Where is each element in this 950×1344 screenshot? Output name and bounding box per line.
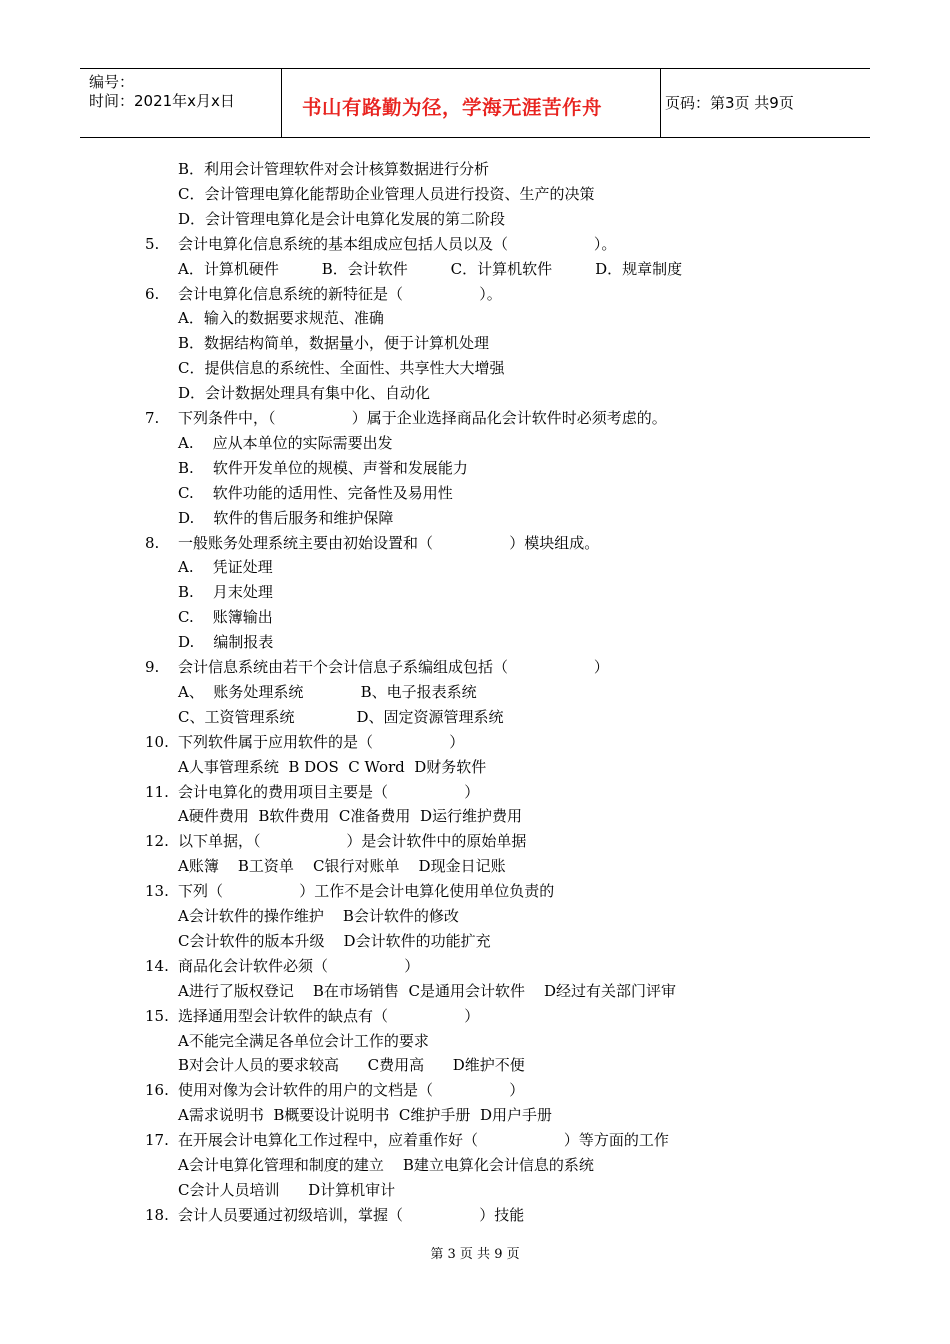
option-line: A人事管理系统 B DOS C Word D财务软件	[178, 758, 487, 776]
question-text: 以下单据，（ ）是会计软件中的原始单据	[178, 832, 527, 850]
option-line: C、工资管理系统 D、固定资源管理系统	[178, 708, 504, 726]
question-text: 会计电算化信息系统的新特征是（ ）。	[178, 285, 502, 303]
header-motto: 书山有路勤为径，学海无涯苦作舟	[302, 96, 603, 119]
question-text: 商品化会计软件必须（ ）	[178, 957, 420, 975]
option-line: D. 编制报表	[178, 633, 274, 651]
option-line: D．会计数据处理具有集中化、自动化	[178, 384, 431, 402]
option-line: A．计算机硬件 B．会计软件 C．计算机软件 D．规章制度	[178, 260, 683, 278]
option-line: A会计软件的操作维护 B会计软件的修改	[178, 907, 459, 925]
option-line: A进行了版权登记 B在市场销售 C是通用会计软件 D经过有关部门评审	[178, 982, 677, 1000]
question-text: 选择通用型会计软件的缺点有（ ）	[178, 1007, 480, 1025]
option-line: D．会计管理电算化是会计电算化发展的第二阶段	[178, 210, 506, 228]
time-label: 时间：2021年x月x日	[89, 92, 235, 110]
option-line: C会计人员培训 D计算机审计	[178, 1181, 396, 1199]
option-line: C. 账簿输出	[178, 608, 273, 626]
question-number: 5.	[145, 235, 160, 253]
question-number: 10.	[145, 733, 169, 751]
option-line: B对会计人员的要求较高 C费用高 D维护不便	[178, 1056, 525, 1074]
option-line: C．提供信息的系统性、全面性、共享性大大增强	[178, 359, 505, 377]
option-line: C. 软件功能的适用性、完备性及易用性	[178, 484, 453, 502]
question-number: 11.	[145, 783, 169, 801]
question-number: 17.	[145, 1131, 169, 1149]
option-line: A不能完全满足各单位会计工作的要求	[178, 1032, 429, 1050]
option-line: C．会计管理电算化能帮助企业管理人员进行投资、生产的决策	[178, 185, 595, 203]
header-center-cell	[282, 69, 661, 137]
question-text: 下列软件属于应用软件的是（ ）	[178, 733, 465, 751]
page-info: 页码：第3页 共9页	[665, 94, 794, 112]
option-line: A账簿 B工资单 C银行对账单 D现金日记账	[178, 857, 506, 875]
question-number: 13.	[145, 882, 169, 900]
question-text: 会计人员要通过初级培训，掌握（ ）技能	[178, 1206, 525, 1224]
question-number: 9.	[145, 658, 160, 676]
option-line: D. 软件的售后服务和维护保障	[178, 509, 394, 527]
option-line: C会计软件的版本升级 D会计软件的功能扩充	[178, 932, 491, 950]
page-footer: 第 3 页 共 9 页	[430, 1247, 520, 1262]
option-line: A硬件费用 B软件费用 C准备费用 D运行维护费用	[178, 807, 522, 825]
question-number: 7.	[145, 409, 160, 427]
header-left-cell	[80, 69, 282, 137]
question-number: 8.	[145, 534, 160, 552]
question-text: 会计信息系统由若干个会计信息子系编组成包括（ ）	[178, 658, 609, 676]
question-text: 下列（ ）工作不是会计电算化使用单位负责的	[178, 882, 555, 900]
question-text: 一般账务处理系统主要由初始设置和（ ）模块组成。	[178, 534, 600, 552]
option-line: A、 账务处理系统 B、电子报表系统	[178, 683, 477, 701]
question-number: 15.	[145, 1007, 169, 1025]
question-text: 会计电算化信息系统的基本组成应包括人员以及（ ）。	[178, 235, 617, 253]
question-number: 18.	[145, 1206, 169, 1224]
option-line: A. 凭证处理	[178, 558, 273, 576]
option-line: A会计电算化管理和制度的建立 B建立电算化会计信息的系统	[178, 1156, 594, 1174]
question-text: 使用对像为会计软件的用户的文档是（ ）	[178, 1081, 525, 1099]
option-line: B．利用会计管理软件对会计核算数据进行分析	[178, 160, 490, 178]
question-number: 12.	[145, 832, 169, 850]
question-text: 在开展会计电算化工作过程中，应着重作好（ ）等方面的工作	[178, 1131, 669, 1149]
option-line: B. 软件开发单位的规模、声誉和发展能力	[178, 459, 468, 477]
page-header	[80, 68, 870, 138]
header-right-cell	[661, 69, 870, 137]
question-number: 14.	[145, 957, 169, 975]
question-text: 会计电算化的费用项目主要是（ ）	[178, 783, 480, 801]
question-number: 6.	[145, 285, 160, 303]
option-line: B. 月末处理	[178, 583, 273, 601]
option-line: A．输入的数据要求规范、准确	[178, 309, 384, 327]
question-text: 下列条件中，（ ）属于企业选择商品化会计软件时必须考虑的。	[178, 409, 667, 427]
option-line: A. 应从本单位的实际需要出发	[178, 434, 393, 452]
question-number: 16.	[145, 1081, 169, 1099]
option-line: B．数据结构简单，数据量小，便于计算机处理	[178, 334, 490, 352]
serial-label: 编号：	[89, 73, 135, 91]
option-line: A需求说明书 B概要设计说明书 C维护手册 D用户手册	[178, 1106, 552, 1124]
